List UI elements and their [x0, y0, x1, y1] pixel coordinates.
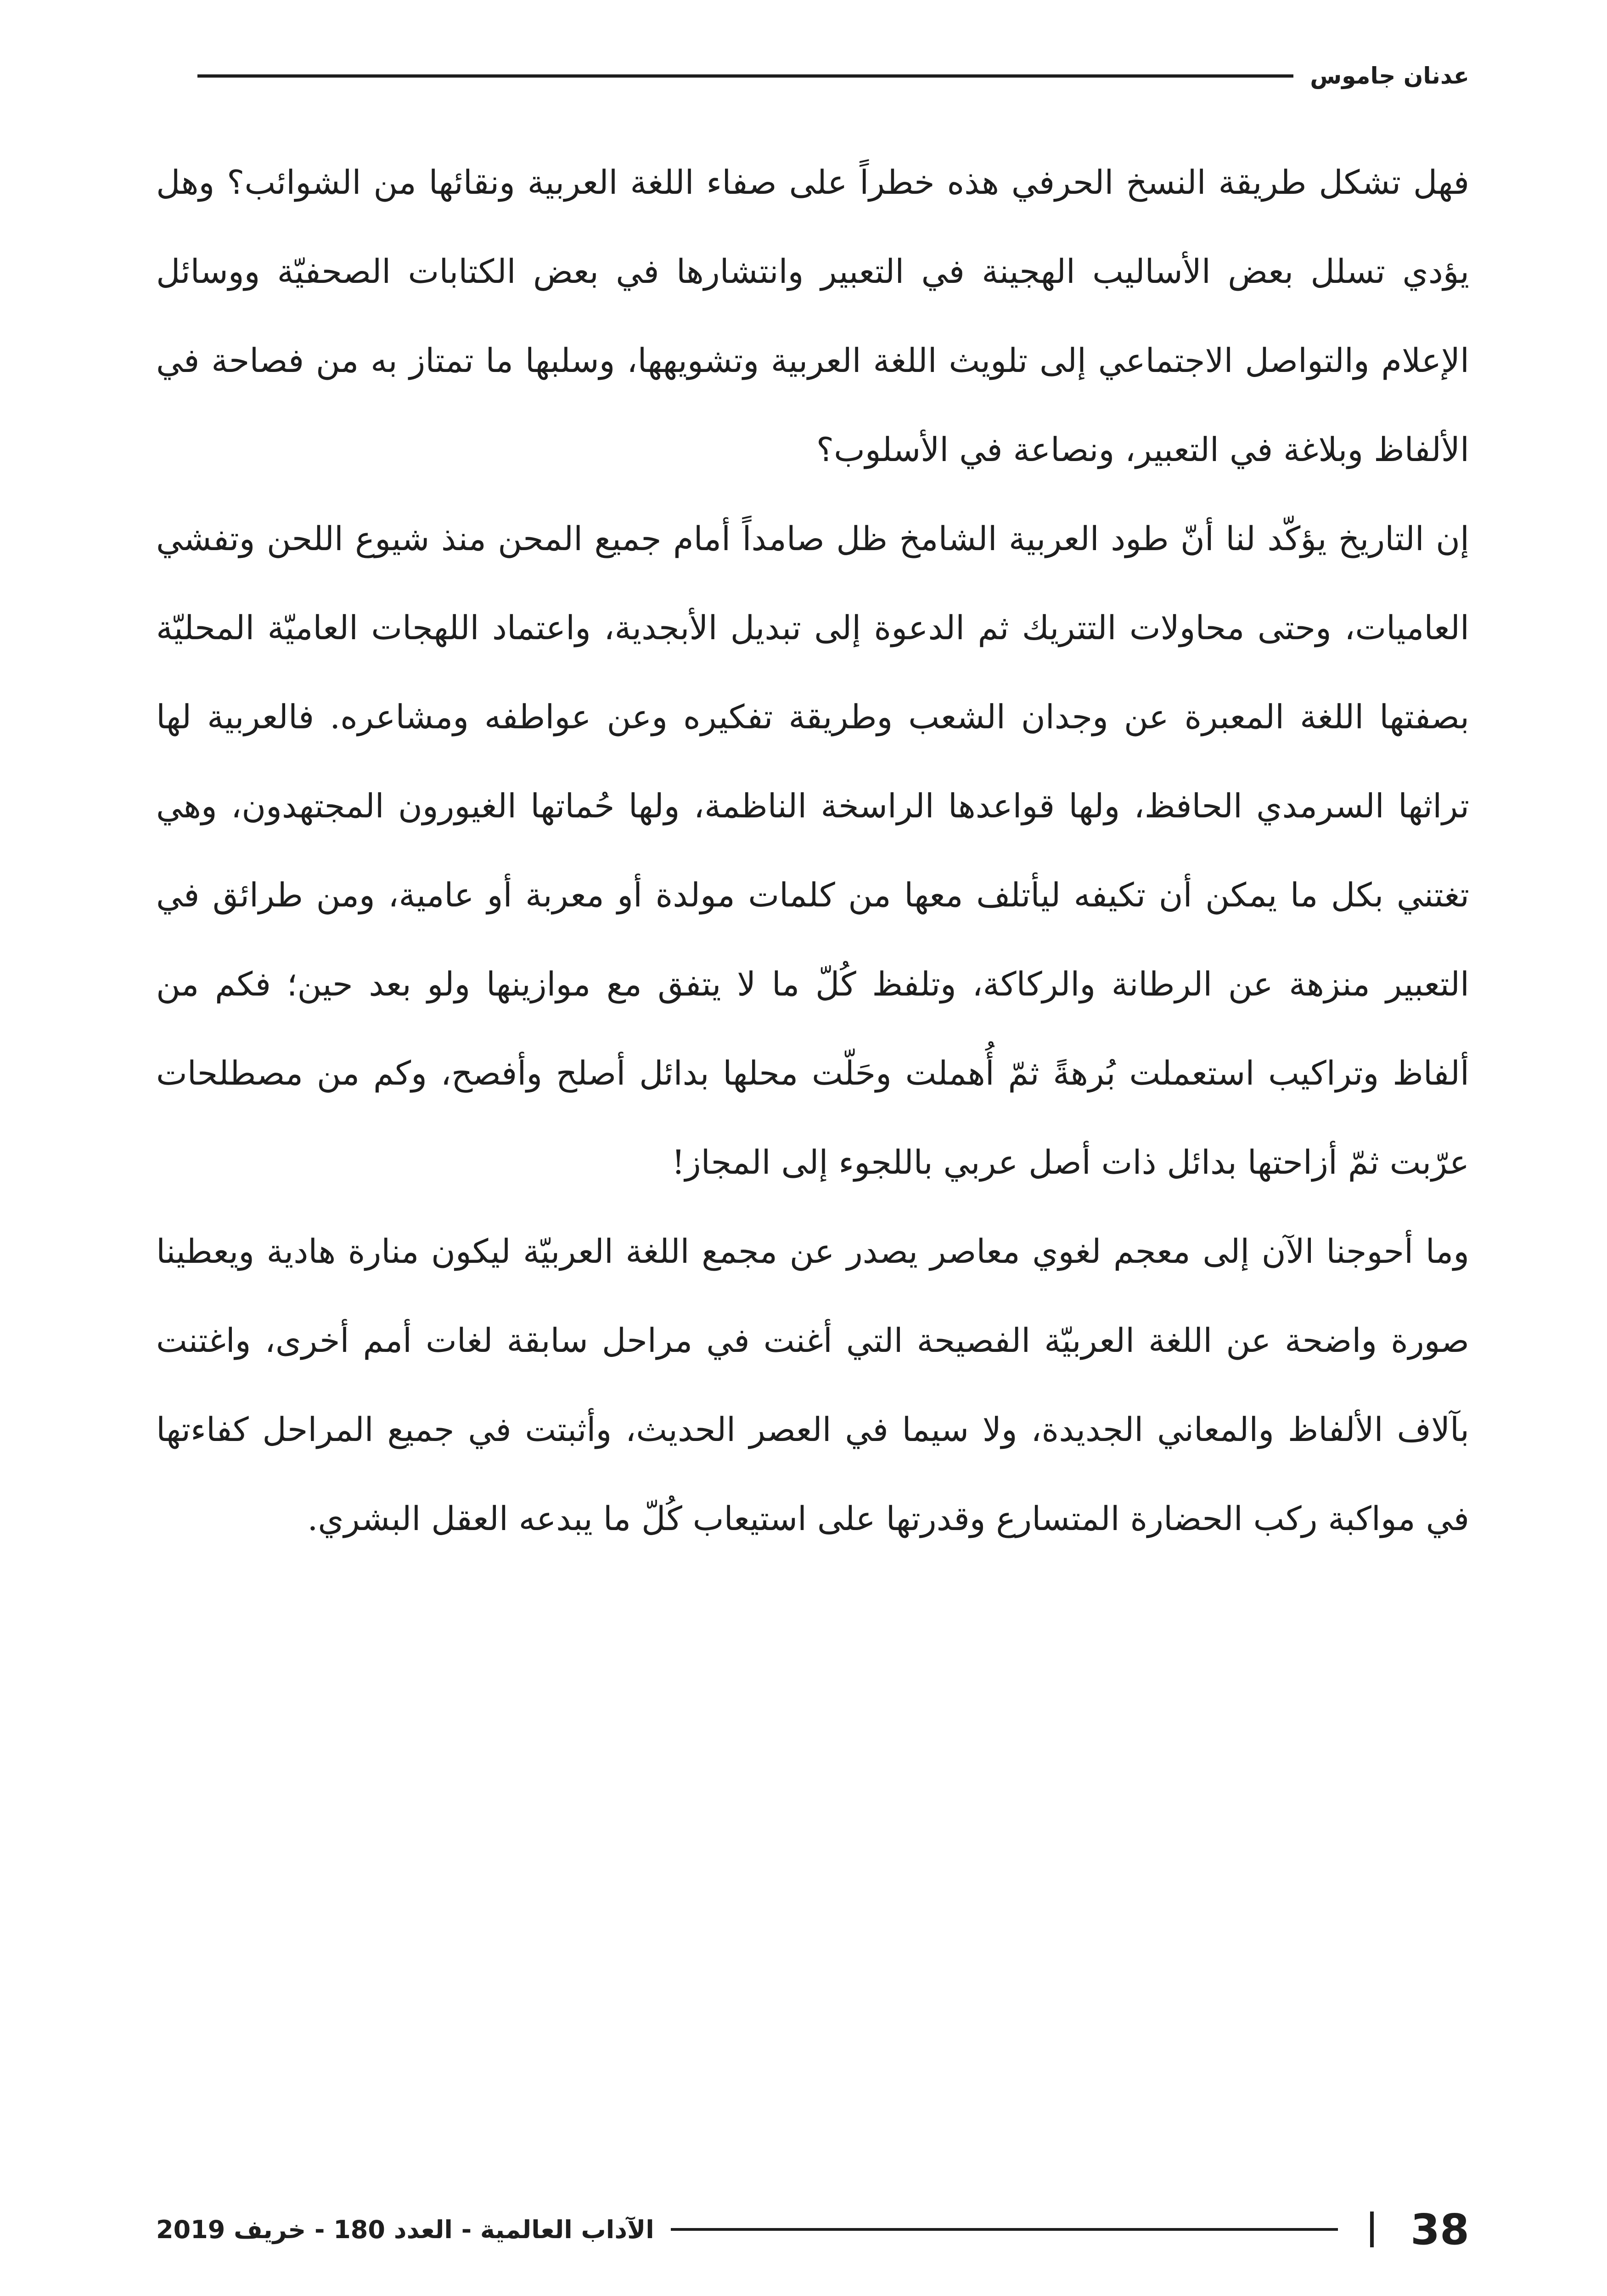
running-header	[197, 55, 1469, 96]
footer-issue-info: الآداب العالمية - العدد 180 - خريف 2019	[156, 2215, 654, 2244]
paragraph-3: وما أحوجنا الآن إلى معجم لغوي معاصر يصدر عن مجمع اللغة العربيّة ليكون منارة هادية ويعطينا صورة واضحة عن اللغة العربيّة الفصيحة التي أغنت في مراحل سابقة لغات أمم أخرى، واغتنت بآلاف الألفاظ والمعاني الجديدة، ولا سيما في العصر الحديث، وأثبتت في جميع المراحل كفاءتها في مواكبة ركب الحضارة المتسارع وقدرتها على استيعاب كُلّ ما يبدعه العقل البشري.	[156, 1232, 1470, 1538]
page-number: 38	[1410, 2205, 1469, 2254]
paragraph-1: فهل تشكل طريقة النسخ الحرفي هذه خطراً على صفاء اللغة العربية ونقائها من الشوائب؟ وهل يؤدي تسلل بعض الأساليب الهجينة في التعبير وانتشارها في بعض الكتابات الصحفيّة ووسائل الإعلام والتواصل الاجتماعي إلى تلويث اللغة العربية وتشويهها، وسلبها ما تمتاز به من فصاحة في الألفاظ وبلاغة في التعبير، ونصاعة في الأسلوب؟	[156, 163, 1469, 469]
footer-rule	[671, 2228, 1338, 2231]
footer-separator	[1370, 2212, 1374, 2247]
header-rule	[197, 74, 1293, 78]
header-author: عدنان جاموس	[1310, 62, 1469, 89]
paragraph-2: إن التاريخ يؤكّد لنا أنّ طود العربية الشامخ ظل صامداً أمام جميع المحن منذ شيوع اللحن وتفشي العاميات، وحتى محاولات التتريك ثم الدعوة إلى تبديل الأبجدية، واعتماد اللهجات العاميّة المحليّة بصفتها اللغة المعبرة عن وجدان الشعب وطريقة تفكيره وعن عواطفه ومشاعره. فالعربية لها تراثها السرمدي الحافظ، ولها قواعدها الراسخة الناظمة، ولها حُماتها الغيورون المجتهدون، وهي تغتني بكل ما يمكن أن تكيفه ليأتلف معها من كلمات مولدة أو معربة أو عامية، ومن طرائق في التعبير منزهة عن الرطانة والركاكة، وتلفظ كُلّ ما لا يتفق مع موازينها ولو بعد حين؛ فكم من ألفاظ وتراكيب استعملت بُرهةً ثمّ أُهملت وحَلّت محلها بدائل أصلح وأفصح، وكم من مصطلحات عرّبت ثمّ أزاحتها بدائل ذات أصل عربي باللجوء إلى المجاز!	[156, 519, 1469, 1182]
running-footer	[156, 2204, 1469, 2255]
article-body	[156, 138, 1469, 1563]
